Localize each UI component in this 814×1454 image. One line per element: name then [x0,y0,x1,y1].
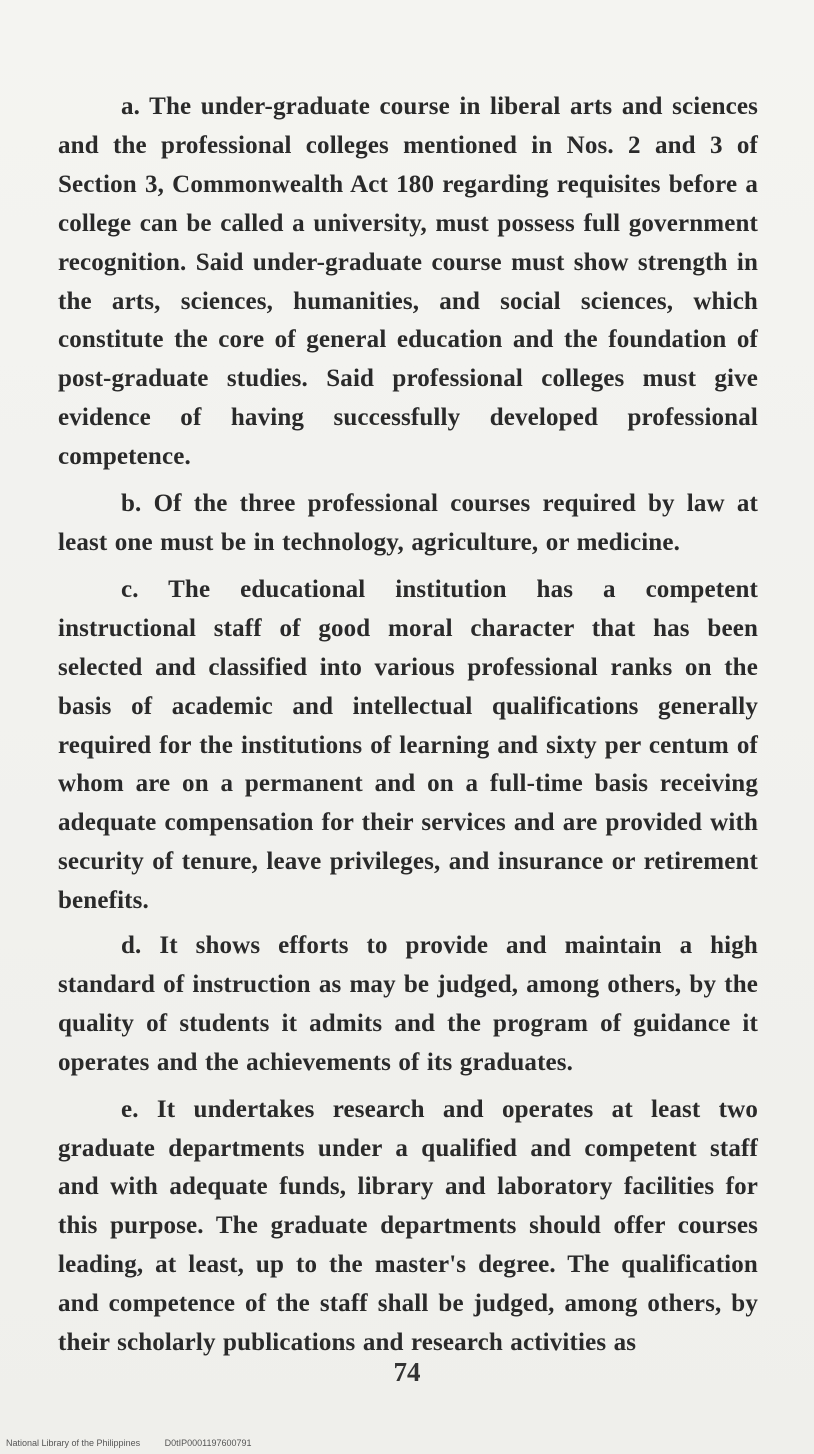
document-body [58,88,758,1371]
paragraph-b: b. Of the three professional courses required by law at least one must be in technology, agriculture, or medicine. [58,490,758,556]
footer-source: National Library of the Philippines [6,1438,141,1448]
paragraph-e: e. It undertakes research and operates at least two graduate departments under a qualified and competent staff and with adequate funds, library and laboratory facilities for this purpose. The graduate departments should offer courses leading, at least, up to the master's degree. The qualification and competence of the staff shall be judged, among others, by their scholarly publications and research activities as [58,1095,758,1357]
paragraph-a: a. The under-graduate course in liberal arts and sciences and the professional colleges mentioned in Nos. 2 and 3 of Section 3, Commonwealth Act 180 regarding requisites before a college can be called a university, must possess full government recognition. Said under-graduate course must show strength in the arts, sciences, humanities, and social sciences, which constitute the core of general education and the foundation of post-graduate studies. Said professional colleges must give evidence of having successfully developed professional competence. [58,93,758,471]
scan-footer [6,1438,252,1448]
page-number: 74 [393,1357,421,1387]
paragraph-c: c. The educational institution has a competent instructional staff of good moral character that has been selected and classified into various professional ranks on the basis of academic and intellectual qualifications generally required for the institutions of learning and sixty per centum of whom are on a permanent and on a full-time basis receiving adequate compensation for their services and are provided with security of tenure, leave privileges, and insurance or retirement benefits. [58,575,758,915]
footer-identifier: D0tIP0001197600791 [164,1438,252,1448]
paragraph-d: d. It shows efforts to provide and maintain a high standard of instruction as may be judged, among others, by the quality of students it admits and the program of guidance it operates and the achievements of its graduates. [58,932,758,1076]
